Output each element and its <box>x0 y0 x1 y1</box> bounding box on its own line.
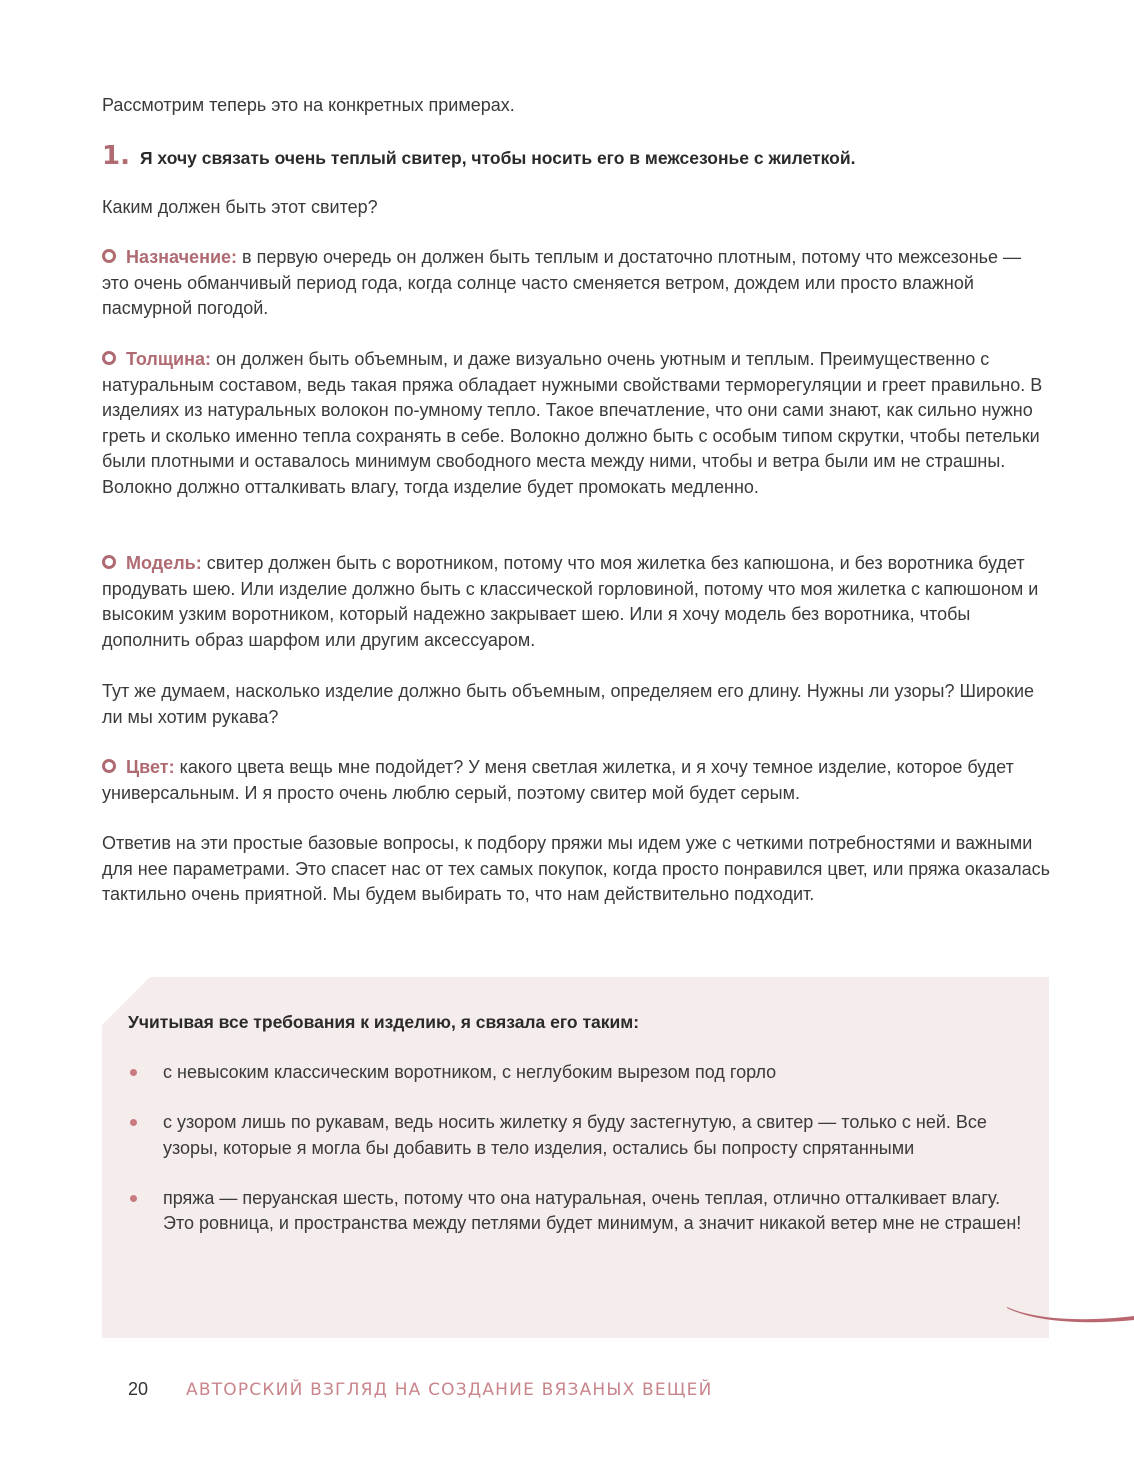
summary-box-title: Учитывая все требования к изделию, я связала его таким: <box>128 1012 640 1032</box>
dot-bullet-icon <box>130 1069 137 1076</box>
color-paragraph <box>102 755 1050 806</box>
list-item-text: пряжа — перуанская шесть, потому что она натуральная, очень теплая, отлично отталкивает влагу. Это ровница, и пространства между петлями будет минимум, а значит никакой ветер мне не страшен! <box>163 1187 1022 1233</box>
thickness-label: Толщина: <box>126 349 211 369</box>
model-paragraph <box>102 551 1050 653</box>
conclusion-paragraph: Ответив на эти простые базовые вопросы, к подбору пряжи мы идем уже с четкими потребностями и важными для нее параметрами. Это спасет нас от тех самых покупок, когда просто понравился цвет, или пряжа оказалась тактильно очень приятной. Мы будем выбирать то, что нам действительно подходит. <box>102 833 1050 904</box>
page-number: 20 <box>128 1379 149 1399</box>
example-heading <box>102 141 1050 171</box>
model-label: Модель: <box>126 553 202 573</box>
length-paragraph: Тут же думаем, насколько изделие должно быть объемным, определяем его длину. Нужны ли узоры? Широкие ли мы хотим рукава? <box>102 681 1035 727</box>
book-title-footer: АВТОРСКИЙ ВЗГЛЯД НА СОЗДАНИЕ ВЯЗАНЫХ ВЕЩЕЙ <box>186 1380 713 1400</box>
example-text: Я хочу связать очень теплый свитер, чтобы носить его в межсезонье с жилеткой. <box>139 148 856 168</box>
list-item-text: с узором лишь по рукавам, ведь носить жилетку я буду застегнутую, а свитер — только с ней. Все узоры, которые я могла бы добавить в тело изделия, остались бы попросту спрятанными <box>163 1112 987 1158</box>
ring-bullet-icon <box>102 249 116 263</box>
question-paragraph: Каким должен быть этот свитер? <box>102 197 378 217</box>
model-text: свитер должен быть с воротником, потому что моя жилетка без капюшона, и без воротника будет продувать шею. Или изделие должно быть с классической горловиной, потому что моя жилетка с капюшоном и высоким узким воротником, который надежно закрывает шею. Или я хочу модель без воротника, чтобы дополнить образ шарфом или другим аксессуаром. <box>102 553 1039 650</box>
color-text: какого цвета вещь мне подойдет? У меня светлая жилетка, и я хочу темное изделие, которое будет универсальным. И я просто очень люблю серый, поэтому свитер мой будет серым. <box>102 757 1014 803</box>
decorative-swoosh-icon <box>1005 1298 1134 1328</box>
list-item <box>128 1110 1028 1161</box>
intro-paragraph: Рассмотрим теперь это на конкретных примерах. <box>102 95 515 115</box>
list-item <box>128 1060 1028 1086</box>
dot-bullet-icon <box>130 1119 137 1126</box>
purpose-paragraph <box>102 245 1050 322</box>
thickness-paragraph <box>102 347 1050 500</box>
list-item <box>128 1186 1028 1237</box>
list-item-text: с невысоким классическим воротником, с неглубоким вырезом под горло <box>163 1062 777 1082</box>
color-label: Цвет: <box>126 757 175 777</box>
purpose-text: в первую очередь он должен быть теплым и достаточно плотным, потому что межсезонье — это очень обманчивый период года, когда солнце часто сменяется ветром, дождем или просто влажной пасмурной погодой. <box>102 247 1022 318</box>
purpose-label: Назначение: <box>126 247 238 267</box>
ring-bullet-icon <box>102 351 116 365</box>
ring-bullet-icon <box>102 759 116 773</box>
dot-bullet-icon <box>130 1195 137 1202</box>
summary-list <box>128 1060 1028 1261</box>
thickness-text: он должен быть объемным, и даже визуально очень уютным и теплым. Преимущественно с натуральным составом, ведь такая пряжа обладает нужными свойствами терморегуляции и греет правильно. В изделиях из натуральных волокон по-умному тепло. Такое впечатление, что они сами знают, как сильно нужно греть и сколько именно тепла сохранять в себе. Волокно должно быть с особым типом скрутки, чтобы петельки были плотными и оставалось минимум свободного места между ними, чтобы и ветра были им не страшны. Волокно должно отталкивать влагу, тогда изделие будет промокать медленно. <box>102 349 1043 497</box>
ring-bullet-icon <box>102 555 116 569</box>
example-number: 1. <box>102 141 130 171</box>
